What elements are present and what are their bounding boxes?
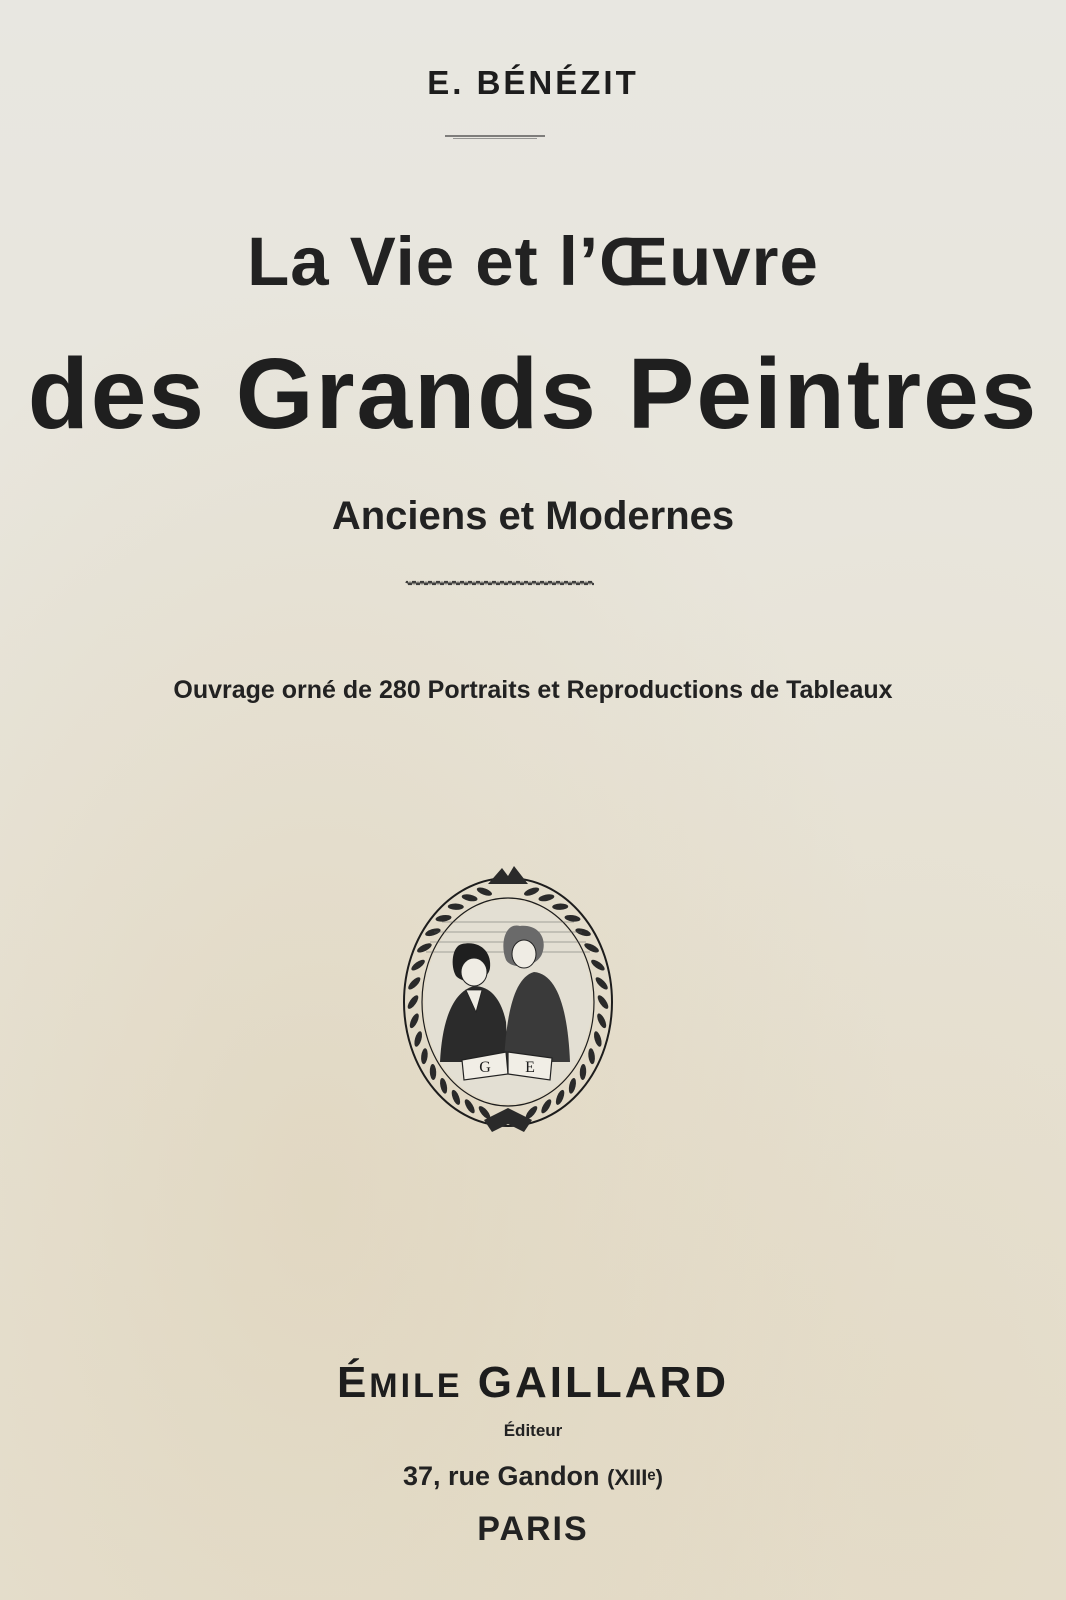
laurel-leaf <box>448 903 464 910</box>
laurel-leaf <box>538 893 555 902</box>
laurel-leaf <box>408 1012 421 1029</box>
laurel-leaf <box>593 1030 604 1047</box>
laurel-leaf <box>596 994 610 1011</box>
laurel-leaf <box>588 1048 596 1065</box>
address-street: 37, rue Gandon <box>403 1461 600 1491</box>
publisher-city: PARIS <box>477 1510 589 1548</box>
publisher-last-name: GAILLARD <box>477 1358 730 1407</box>
laurel-leaf <box>406 975 422 991</box>
laurel-leaf <box>594 975 610 991</box>
title-line-1: La Vie et l’Œuvre <box>247 223 819 300</box>
laurel-leaf <box>420 1048 428 1065</box>
laurel-leaf <box>564 914 581 923</box>
emblem-initial-right: E <box>525 1059 535 1076</box>
emblem-initial-left: G <box>479 1059 491 1076</box>
laurel-leaf <box>461 893 478 902</box>
author-name: E. BÉNÉZIT <box>427 64 639 101</box>
laurel-leaf <box>539 1098 553 1115</box>
publisher-mark-icon <box>392 862 624 1152</box>
publisher-first-rest: MILE <box>369 1367 463 1405</box>
laurel-leaf <box>476 886 493 898</box>
laurel-leaf <box>595 1012 608 1029</box>
laurel-leaf <box>439 1077 449 1094</box>
publisher-name <box>0 1358 1066 1408</box>
laurel-leaf <box>583 941 600 954</box>
wavy-ornament-rule <box>404 578 594 588</box>
laurel-leaf <box>435 914 452 923</box>
laurel-leaf <box>450 1089 462 1106</box>
publisher-first-initial: É <box>336 1358 370 1407</box>
laurel-leaf <box>590 958 607 973</box>
subtitle: Anciens et Modernes <box>331 494 735 538</box>
laurel-leaf <box>554 1089 566 1106</box>
laurel-leaf <box>429 1064 436 1080</box>
laurel-leaf <box>406 994 420 1011</box>
top-ornament-rule <box>443 133 547 141</box>
title-line-2: des Grands Peintres <box>27 338 1039 450</box>
publisher-role: Éditeur <box>503 1421 563 1440</box>
laurel-leaf <box>523 886 540 898</box>
laurel-leaf <box>579 1064 586 1080</box>
laurel-leaf <box>463 1098 477 1115</box>
illustration-note: Ouvrage orné de 280 Portraits et Reproductions de Tableaux <box>173 676 893 704</box>
laurel-leaf <box>416 941 433 954</box>
laurel-leaf <box>413 1030 424 1047</box>
laurel-leaf <box>552 903 568 910</box>
address-arrondissement: (XIIIᵉ) <box>607 1465 663 1490</box>
laurel-leaf <box>568 1077 578 1094</box>
laurel-leaf <box>410 958 427 973</box>
publisher-address <box>0 1461 1066 1492</box>
